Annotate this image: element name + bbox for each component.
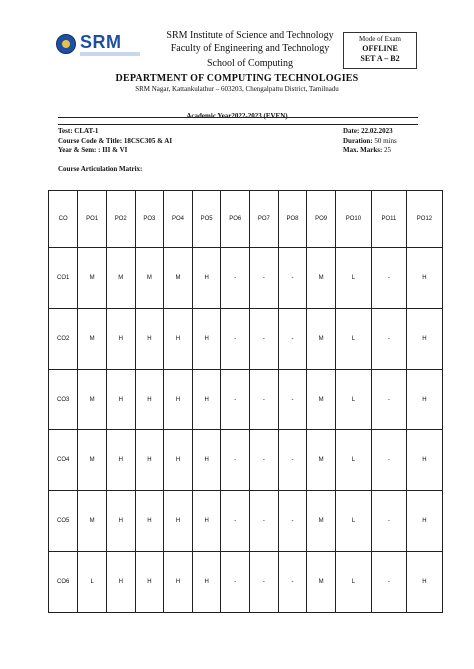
mapping-cell: - [278,552,307,613]
matrix-row [49,430,443,491]
mapping-cell: - [250,369,279,430]
year-info [58,146,127,154]
mapping-cell: H [406,369,442,430]
duration-value: 50 mins [374,137,397,145]
mapping-cell: H [135,552,164,613]
mapping-cell: L [335,369,371,430]
duration-info [343,137,397,145]
co-cell: CO6 [49,552,78,613]
mapping-cell: L [335,308,371,369]
mapping-cell: - [221,552,250,613]
mapping-cell: H [106,308,135,369]
duration-label: Duration: [343,137,375,145]
address: SRM Nagar, Kattankulathur – 603203, Chengalpattu District, Tamilnadu [135,85,339,93]
co-cell: CO3 [49,369,78,430]
matrix-row [49,308,443,369]
srm-emblem-icon [56,34,76,54]
header-cell: PO10 [335,191,371,248]
header-cell: PO4 [164,191,193,248]
header-cell: PO1 [78,191,107,248]
mapping-cell: H [135,491,164,552]
matrix-row [49,491,443,552]
mapping-cell: M [135,248,164,309]
department-name: DEPARTMENT OF COMPUTING TECHNOLOGIES [115,73,359,84]
mapping-cell: H [406,430,442,491]
logo-tagline-bar [80,52,140,56]
marks-label: Max. Marks: [343,146,385,154]
header-cell: PO3 [135,191,164,248]
mapping-cell: H [406,552,442,613]
mapping-cell: - [278,308,307,369]
mapping-cell: M [307,248,336,309]
mapping-cell: H [164,430,193,491]
course-info [58,137,172,145]
mapping-cell: - [371,552,406,613]
logo-text: SRM [80,32,122,52]
faculty-name: Faculty of Engineering and Technology [170,43,330,54]
mapping-cell: M [307,491,336,552]
mapping-cell: - [221,248,250,309]
mapping-cell: M [78,308,107,369]
year-label: Year & Sem: : [58,146,103,154]
mapping-cell: H [106,369,135,430]
mapping-cell: - [278,369,307,430]
date-value: 22.02.2023 [361,127,393,135]
exam-mode-box [343,32,417,69]
mapping-cell: H [164,552,193,613]
mapping-cell: - [250,430,279,491]
course-label: Course Code & Title: [58,137,124,145]
mapping-cell: - [250,552,279,613]
mapping-cell: H [192,430,221,491]
header-cell: PO11 [371,191,406,248]
mapping-cell: - [371,308,406,369]
course-value: 18CSC305 & AI [123,137,173,145]
mapping-cell: - [371,369,406,430]
institute-name: SRM Institute of Science and Technology [166,30,334,41]
mapping-cell: M [307,552,336,613]
mapping-cell: L [335,491,371,552]
mapping-cell: - [371,248,406,309]
divider-top [58,117,418,118]
school-name: School of Computing [206,58,294,69]
matrix-row [49,552,443,613]
co-cell: CO2 [49,308,78,369]
mapping-cell: - [250,308,279,369]
mapping-cell: H [135,308,164,369]
mapping-cell: H [192,248,221,309]
exam-mode-label: Mode of Exam [359,35,401,43]
mapping-cell: H [164,491,193,552]
mapping-cell: H [135,369,164,430]
header-cell: PO2 [106,191,135,248]
mapping-cell: - [278,430,307,491]
mapping-cell: - [278,248,307,309]
mapping-cell: - [371,491,406,552]
header-cell: PO5 [192,191,221,248]
mapping-cell: L [335,430,371,491]
year-value: III & VI [102,146,128,154]
mapping-cell: M [307,430,336,491]
srm-logo [56,32,140,56]
divider-bottom [58,124,418,125]
course-articulation-matrix [48,190,443,613]
mapping-cell: - [371,430,406,491]
mapping-cell: H [106,552,135,613]
mapping-cell: L [78,552,107,613]
mapping-cell: L [335,248,371,309]
header-cell: CO [49,191,78,248]
mapping-cell: L [335,552,371,613]
marks-info [343,146,391,154]
mapping-cell: H [164,308,193,369]
header-cell: PO8 [278,191,307,248]
header-cell: PO6 [221,191,250,248]
marks-value: 25 [384,146,392,154]
mapping-cell: - [221,369,250,430]
mapping-cell: H [106,430,135,491]
academic-year: Academic Year2022-2023 (EVEN) [186,112,288,120]
matrix-title: Course Articulation Matrix: [58,165,143,173]
matrix-row [49,369,443,430]
mapping-cell: - [221,308,250,369]
mapping-cell: - [250,248,279,309]
mapping-cell: - [278,491,307,552]
mapping-cell: H [106,491,135,552]
mapping-cell: H [192,308,221,369]
mapping-cell: M [307,369,336,430]
date-label: Date: [343,127,362,135]
mapping-cell: H [192,369,221,430]
mapping-cell: M [78,248,107,309]
mapping-cell: M [78,369,107,430]
mapping-cell: - [250,491,279,552]
exam-mode-value: OFFLINE [362,44,398,53]
mapping-cell: H [406,491,442,552]
mapping-cell: H [192,552,221,613]
mapping-cell: M [307,308,336,369]
header-cell: PO12 [406,191,442,248]
mapping-cell: H [406,248,442,309]
header-cell: PO7 [250,191,279,248]
mapping-cell: M [78,491,107,552]
mapping-cell: - [221,430,250,491]
co-cell: CO4 [49,430,78,491]
test-label: Test: [58,127,75,135]
mapping-cell: M [106,248,135,309]
mapping-cell: M [78,430,107,491]
date-info [343,127,393,135]
mapping-cell: M [164,248,193,309]
mapping-cell: H [135,430,164,491]
mapping-cell: H [164,369,193,430]
co-cell: CO5 [49,491,78,552]
exam-set-value: SET A – B2 [360,54,400,63]
header-cell: PO9 [307,191,336,248]
mapping-cell: - [221,491,250,552]
mapping-cell: H [192,491,221,552]
matrix-header-row [49,191,443,248]
co-cell: CO1 [49,248,78,309]
matrix-row [49,248,443,309]
mapping-cell: H [406,308,442,369]
test-info [58,127,98,135]
test-value: CLAT-1 [74,127,99,135]
